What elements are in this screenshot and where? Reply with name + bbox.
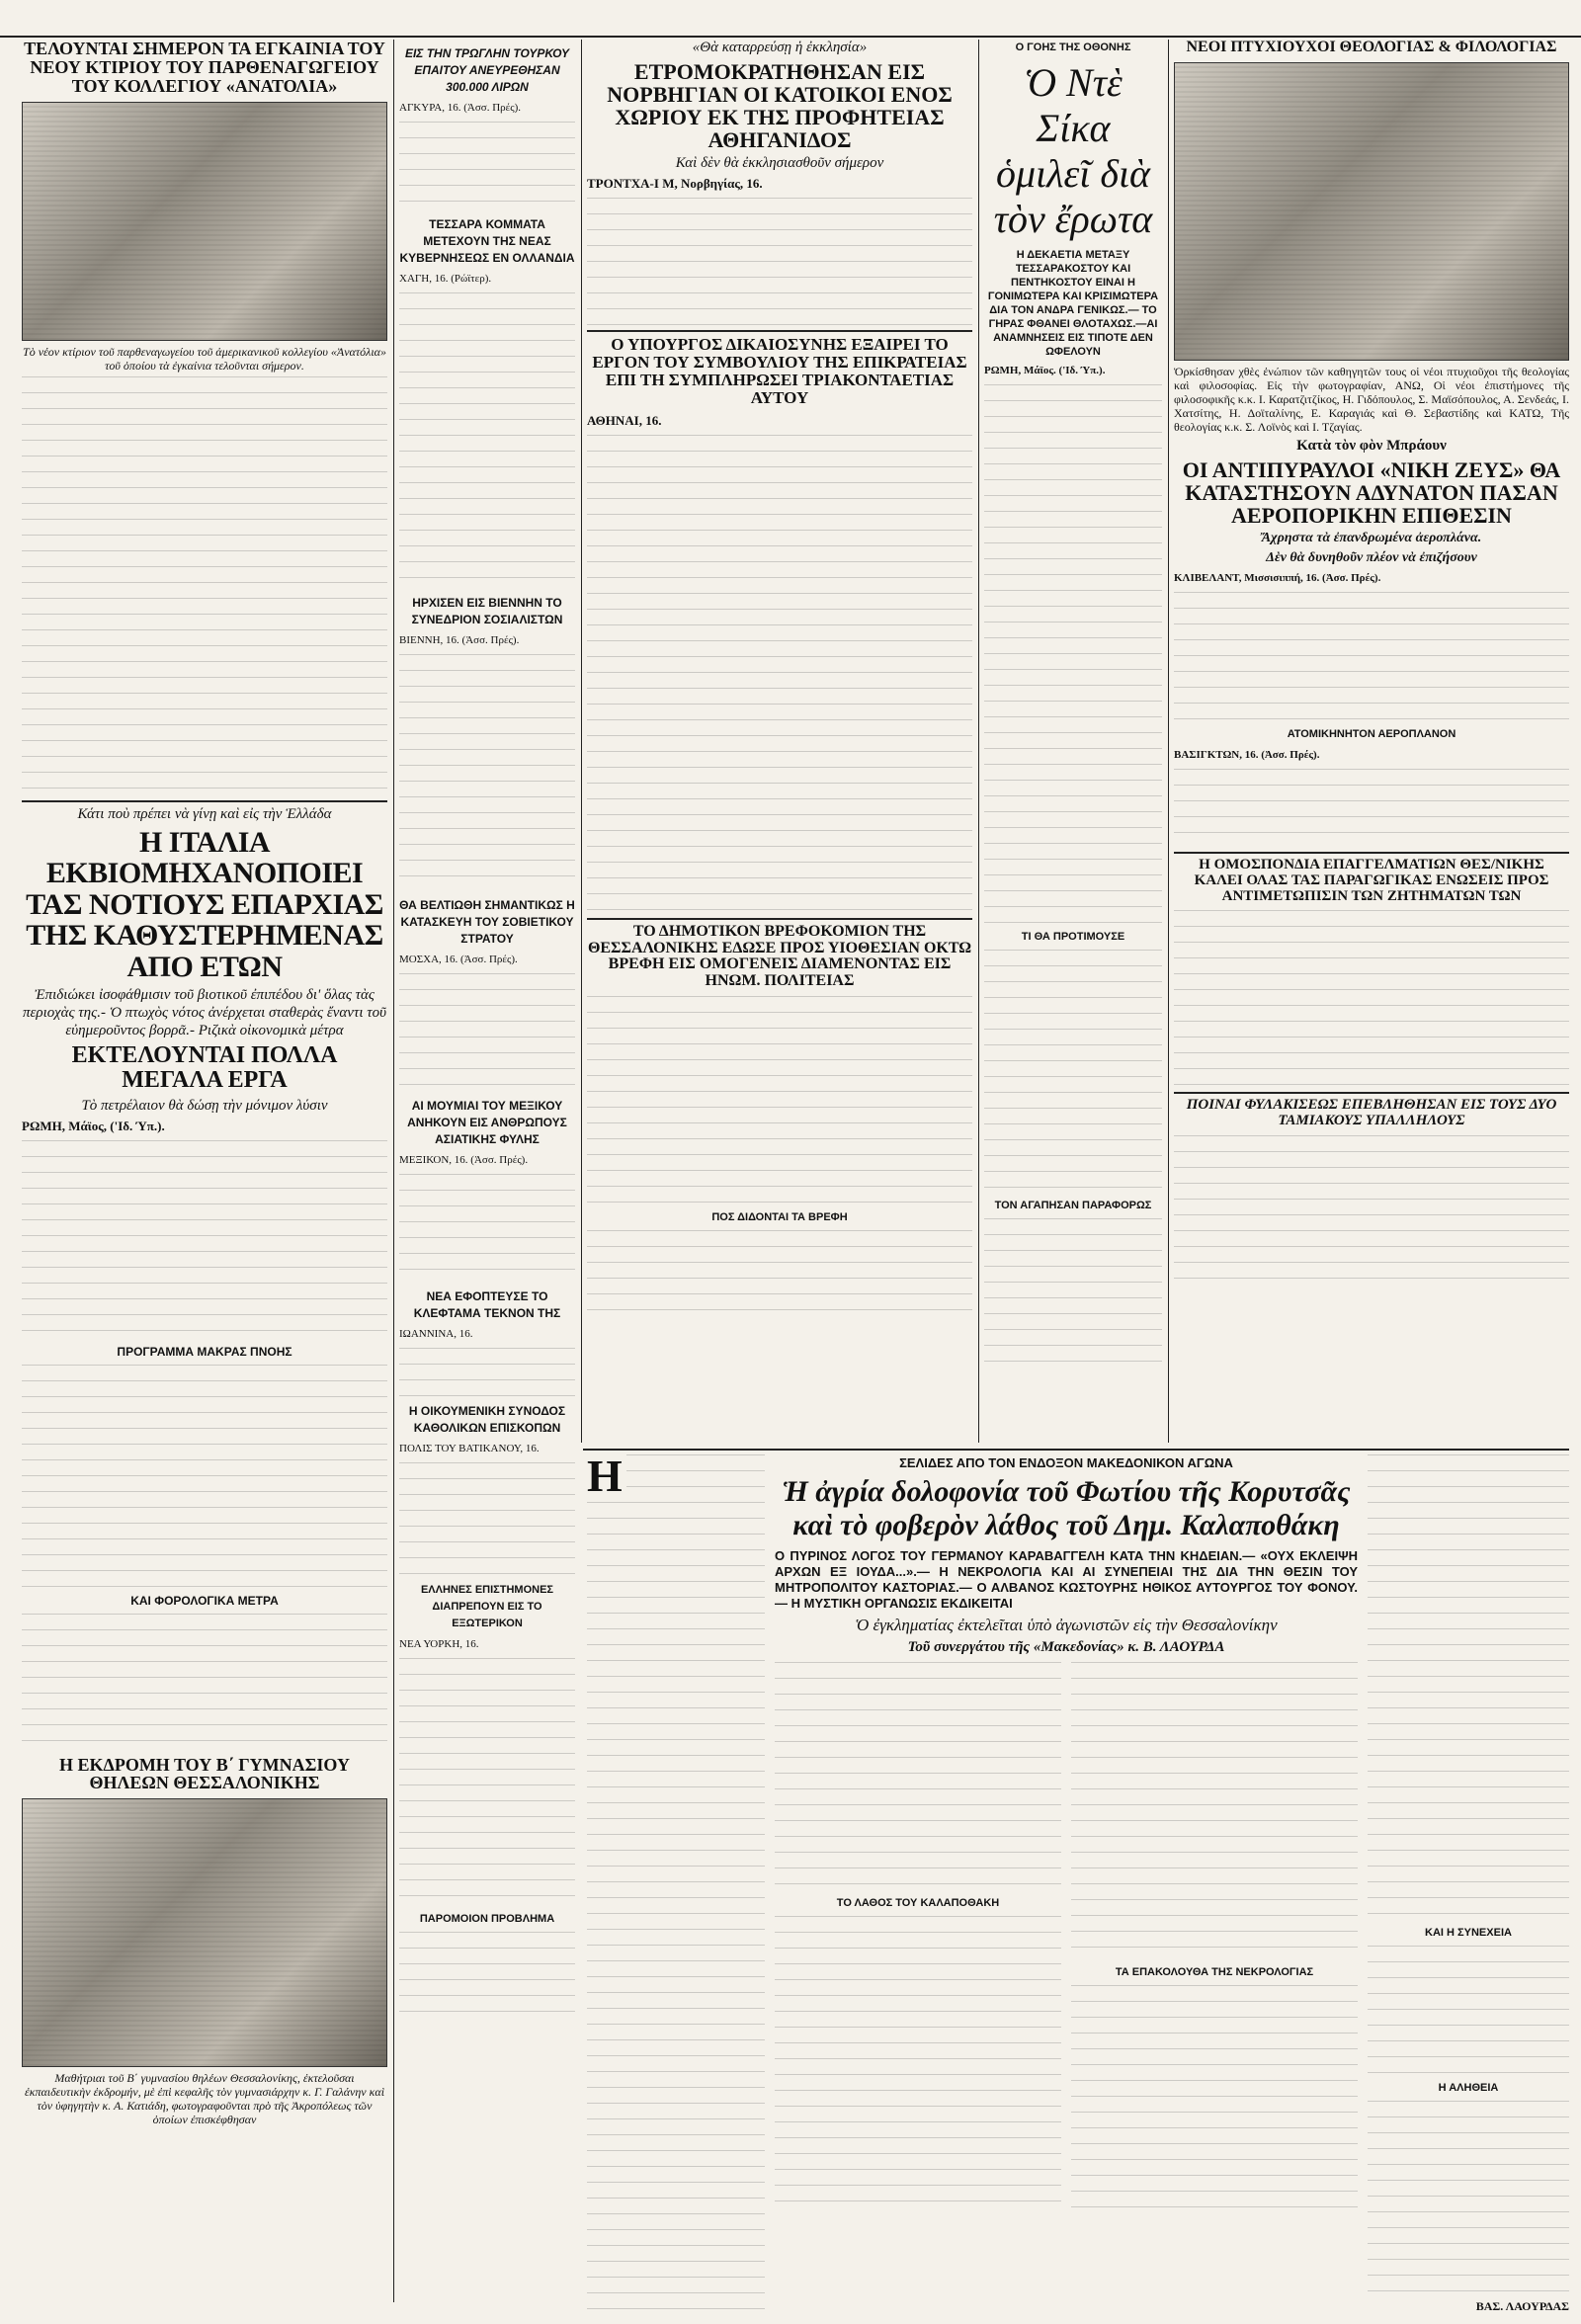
top-rule	[0, 36, 1581, 38]
stolen-child-headline: ΝΕΑ ΕΦΟΠΤΕΥΣΕ ΤΟ ΚΛΕΦΤΑΜΑ ΤΕΚΝΟΝ ΤΗΣ	[413, 1289, 561, 1320]
rome-dateline: ΡΩΜΗ, Μάϊος. ('Ιδ. Ύπ.).	[984, 365, 1106, 376]
feature-signature: ΒΑΣ. ΛΑΟΥΡΔΑΣ	[1475, 2299, 1569, 2313]
feature-left-column	[587, 1451, 765, 2320]
program-section-heading: ΠΡΟΓΡΑΜΜΑ ΜΑΚΡΑΣ ΠΝΟΗΣ	[117, 1344, 292, 1359]
orphanage-article-body-1	[587, 996, 972, 1204]
church-kicker: «Θὰ καταρρεύσῃ ἡ ἐκκλησία»	[692, 40, 868, 55]
graduates-photo-top	[1174, 62, 1569, 361]
works-subheadline: Τὸ πετρέλαιον θὰ δώσῃ τὴν μόνιμον λύσιν	[81, 1097, 328, 1114]
feature-subheadline: Ὁ ἐγκληματίας ἐκτελεῖται ὑπὸ ἀγωνιστῶν εἰς τὴν Θεσσαλονίκην	[855, 1616, 1278, 1634]
soviet-army-headline: ΘΑ ΒΕΛΤΙΩΘΗ ΣΗΜΑΝΤΙΚΩΣ Η ΚΑΤΑΣΚΕΥΗ ΤΟΥ ΣΟΒΙΕΤΙΚΟΥ ΣΤΡΑΤΟΥ	[399, 898, 575, 946]
col3-divider-2	[587, 918, 972, 920]
feature-summary: Ο ΠΥΡΙΝΟΣ ΛΟΓΟΣ ΤΟΥ ΓΕΡΜΑΝΟΥ ΚΑΡΑΒΑΓΓΕΛΗ ΚΑΤΑ ΤΗΝ ΚΗΔΕΙΑΝ.— «ΟΥΧ ΕΚΛΕΙΨΗ ΑΡΧΩΝ ΕΞ ΙΟΥΔΑ...».— Η ΝΕΚΡΟΛΟΓΙΑ ΚΑΙ ΑΙ ΣΥΝΕΠΕΙΑΙ ΤΗΣ ΔΙΑ ΤΗΝ ΘΕΣΙΝ ΤΟΥ ΜΗΤΡΟΠΟΛΙΤΟΥ ΚΑΣΤΟΡΙΑΣ.— Ο ΑΛΒΑΝΟΣ ΚΩΣΤΟΥΡΗΣ ΗΘΙΚΟΣ ΑΥΤΟΥΡΓΟΣ ΤΟΥ ΦΟΝΟΥ.— Η ΜΥΣΤΙΚΗ ΟΡΓΑΝΩΣΙΣ ΕΚΔΙΚΕΙΤΑΙ	[775, 1548, 1358, 1611]
column-divider-4	[1168, 40, 1169, 1443]
ecumenical-synod-body	[399, 1462, 575, 1576]
de-sica-subheadline: Η ΔΕΚΑΕΤΙΑ ΜΕΤΑΞΥ ΤΕΣΣΑΡΑΚΟΣΤΟΥ ΚΑΙ ΠΕΝΤΗΚΟΣΤΟΥ ΕΙΝΑΙ Η ΓΟΝΙΜΩΤΕΡΑ ΚΑΙ ΚΡΙΣΙΜΩΤΕΡΑ ΔΙΑ ΤΟΝ ΑΝΔΡΑ ΓΕΝΙΚΩΣ.— ΤΟ ΓΗΡΑΣ ΦΘΑΝΕΙ ΘΛΟΤΑΧΩΣ.—ΑΙ ΑΝΑΜΝΗΣΕΙΣ ΕΙΣ ΤΙΠΟΤΕ ΔΕΝ ΩΦΕΛΟΥΝ	[987, 249, 1159, 358]
mexico-dateline: ΜΕΞΙΚΟΝ, 16. (Ἀσσ. Πρές).	[399, 1154, 529, 1166]
greek-scientists-headline: ΕΛΛΗΝΕΣ ΕΠΙΣΤΗΜΟΝΕΣ ΔΙΑΠΡΕΠΟΥΝ ΕΙΣ ΤΟ ΕΞΩΤΕΡΙΚΟΝ	[420, 1584, 554, 1629]
washington-dateline: ΒΑΣΙΓΚΤΩΝ, 16. (Ἀσσ. Πρές).	[1174, 749, 1320, 762]
cleveland-dateline: ΚΛΙΒΕΛΑΝΤ, Μισσισιππή, 16. (Ἀσσ. Πρές).	[1174, 572, 1381, 585]
braun-kicker: Κατὰ τὸν φὸν Μπράουν	[1296, 437, 1447, 454]
norway-article-body	[587, 198, 972, 326]
col3-divider-1	[587, 330, 972, 332]
vatican-dateline: ΠΟΛΙΣ ΤΟΥ ΒΑΤΙΚΑΝΟΥ, 16.	[399, 1443, 540, 1454]
orphanage-article-body-2	[587, 1230, 972, 1324]
council-headline: Ο ΥΠΟΥΡΓΟΣ ΔΙΚΑΙΟΣΥΝΗΣ ΕΞΑΙΡΕΙ ΤΟ ΕΡΓΟΝ ΤΟΥ ΣΥΜΒΟΥΛΙΟΥ ΤΗΣ ΕΠΙΚΡΑΤΕΙΑΣ ΕΠΙ ΤΗ ΣΥΜΠΛΗΡΩΣΕΙ ΤΡΙΑΚΟΝΤΑΕΤΙΑΣ ΑΥΤΟΥ	[592, 335, 967, 407]
dutch-government-body	[399, 292, 575, 589]
feature-byline: Τοῦ συνεργάτου τῆς «Μακεδονίας» κ. Β. ΛΑΟΥΡΔΑ	[907, 1639, 1225, 1655]
nike-zeus-body-1	[1174, 592, 1569, 720]
feature-body-col-b	[1071, 1662, 1358, 2212]
athens-dateline: ΑΘΗΝΑΙ, 16.	[587, 412, 662, 428]
stolen-child-body	[399, 1348, 575, 1397]
turkish-beggar-headline: ΕΙΣ ΤΗΝ ΤΡΩΓΛΗΝ ΤΟΥΡΚΟΥ ΕΠΑΙΤΟΥ ΑΝΕΥΡΕΘΗΣΑΝ 300.000 ΛΙΡΩΝ	[404, 46, 570, 94]
column-divider-2	[581, 40, 582, 1443]
norway-headline: ΕΤΡΟΜΟΚΡΑΤΗΘΗΣΑΝ ΕΙΣ ΝΟΡΒΗΓΙΑΝ ΟΙ ΚΑΤΟΙΚΟΙ ΕΝΟΣ ΧΩΡΙΟΥ ΕΚ ΤΗΣ ΠΡΟΦΗΤΕΙΑΣ ΑΘΗΓΑΝΙΔΟΣ	[607, 59, 953, 153]
norway-subheadline: Καὶ δὲν θὰ ἐκκλησιασθοῦν σήμερον	[675, 155, 884, 172]
sentences-article-body	[1174, 1135, 1569, 1293]
preference-section-heading: ΤΙ ΘΑ ΠΡΟΤΙΜΟΥΣΕ	[1021, 931, 1125, 943]
hague-dateline: ΧΑΓΗ, 16. (Ρώϊτερ).	[399, 273, 492, 285]
atomic-plane-heading: ΑΤΟΜΙΚΗΝΗΤΟΝ ΑΕΡΟΠΛΑΝΟΝ	[1287, 728, 1456, 741]
italy-dateline: ΡΩΜΗ, Μάϊος, ('Ιδ. Ύπ.).	[22, 1118, 165, 1133]
council-article-body	[587, 435, 972, 914]
tax-section-heading: ΚΑΙ ΦΟΡΟΛΟΓΙΚΑ ΜΕΤΡΑ	[130, 1593, 279, 1608]
column-3	[587, 40, 972, 1324]
column-4	[984, 40, 1162, 1376]
feature-body-col-a	[775, 1662, 1061, 2212]
feature-banner: ΣΕΛΙΔΕΣ ΑΠΟ ΤΟΝ ΕΝΔΟΞΟΝ ΜΑΚΕΔΟΝΙΚΟΝ ΑΓΩΝΑ	[899, 1455, 1233, 1470]
federation-article-body	[1174, 910, 1569, 1088]
feature-headline: Ἡ ἀγρία δολοφονία τοῦ Φωτίου τῆς Κορυτσᾶς καὶ τὸ φοβερὸν λάθος τοῦ Δημ. Καλαποθάκη	[782, 1475, 1351, 1541]
italy-kicker: Κάτι ποὺ πρέπει νὰ γίνῃ καὶ εἰς τὴν Ἑλλάδα	[77, 805, 332, 822]
similar-problem-heading: ΠΑΡΟΜΟΙΟΝ ΠΡΟΒΛΗΜΑ	[419, 1913, 555, 1925]
orphanage-headline: ΤΟ ΔΗΜΟΤΙΚΟΝ ΒΡΕΦΟΚΟΜΙΟΝ ΤΗΣ ΘΕΣΣΑΛΟΝΙΚΗΣ ΕΔΩΣΕ ΠΡΟΣ ΥΙΟΘΕΣΙΑΝ ΟΚΤΩ ΒΡΕΦΗ ΕΙΣ ΟΜΟΓΕΝΕΙΣ ΔΙΑΜΕΝΟΝΤΑΣ ΕΙΣ ΗΝΩΜ. ΠΟΛΙΤΕΙΑΣ	[587, 922, 972, 990]
how-infants-given-heading: ΠΟΣ ΔΙΔΟΝΤΑΙ ΤΑ ΒΡΕΦΗ	[711, 1210, 848, 1223]
greek-scientists-body	[399, 1658, 575, 1905]
vienna-dateline: ΒΙΕΝΝΗ, 16. (Ἀσσ. Πρές).	[399, 634, 520, 646]
anatolia-headline: ΤΕΛΟΥΝΤΑΙ ΣΗΜΕΡΟΝ ΤΑ ΕΓΚΑΙΝΙΑ ΤΟΥ ΝΕΟΥ ΚΤΙΡΙΟΥ ΤΟΥ ΠΑΡΘΕΝΑΓΩΓΕΙΟΥ ΤΟΥ ΚΟΛΛΕΓΙΟΥ «ΑΝΑΤΟΛΙΑ»	[24, 39, 385, 96]
anatolia-photo-caption: Τὸ νέον κτίριον τοῦ παρθεναγωγείου τοῦ ἀμερικανικοῦ κολλεγίου «Ἀνατόλια» τοῦ ὁποίου τὰ ἐγκαίνια τελοῦνται σήμερον.	[23, 344, 386, 373]
ecumenical-synod-headline: Η ΟΙΚΟΥΜΕΝΙΚΗ ΣΥΝΟΔΟΣ ΚΑΘΟΛΙΚΩΝ ΕΠΙΣΚΟΠΩΝ	[408, 1404, 566, 1435]
dutch-government-headline: ΤΕΣΣΑΡΑ ΚΟΜΜΑΤΑ ΜΕΤΕΧΟΥΝ ΤΗΣ ΝΕΑΣ ΚΥΒΕΡΝΗΣΕΩΣ ΕΝ ΟΛΛΑΝΔΙΑ	[399, 217, 575, 265]
de-sica-article-body-2	[984, 950, 1162, 1192]
mexico-mummies-headline: ΑΙ ΜΟΥΜΙΑΙ ΤΟΥ ΜΕΞΙΚΟΥ ΑΝΗΚΟΥΝ ΕΙΣ ΑΝΘΡΩΠΟΥΣ ΑΣΙΑΤΙΚΗΣ ΦΥΛΗΣ	[407, 1099, 567, 1146]
italy-headline: Η ΙΤΑΛΙΑ ΕΚΒΙΟΜΗΧΑΝΟΠΟΙΕΙ ΤΑΣ ΝΟΤΙΟΥΣ ΕΠΑΡΧΙΑΣ ΤΗΣ ΚΑΘΥΣΤΕΡΗΜΕΝΑΣ ΑΠΟ ΕΤΩΝ	[26, 825, 383, 983]
italy-article-body-2	[22, 1365, 387, 1587]
feature-center-block	[775, 1454, 1358, 2320]
excursion-photo	[22, 1798, 387, 2067]
graduates-photo-caption: Ὁρκίσθησαν χθὲς ἐνώπιον τῶν καθηγητῶν τους οἱ νέοι πτυχιοῦχοι τῆς θεολογίας καὶ φιλοσοφίας. Εἰς τὴν φωτογραφίαν, ΑΝΩ, Οἱ νέοι ἐπιστήμονες τῆς φιλοσοφικῆς κ.κ. Ι. Καρατζιτζίκος, Η. Γιδόπουλος, Σ. Μαϊσόπουλος, Α. Σενδεάς, Ι. Χατσίτης, Η. Δοϊταλίνης, Ε. Καραγιάς καὶ Θ. Σεβαστίδης καὶ ΚΑΤΩ, Τῆς θεολογίας κ.κ. Σ. Λοϊνὸς καὶ Ι. Τζαγίας.	[1174, 364, 1569, 434]
col5-divider-2	[1174, 1092, 1569, 1094]
col1-divider-1	[22, 800, 387, 802]
column-1	[22, 40, 387, 2130]
feature-intro-body	[626, 1454, 765, 1498]
italy-article-body-3	[22, 1614, 387, 1752]
vienna-congress-headline: ΗΡΧΙΣΕΝ ΕΙΣ ΒΙΕΝΝΗΝ ΤΟ ΣΥΝΕΔΡΙΟΝ ΣΟΣΙΑΛΙΣΤΩΝ	[411, 596, 563, 626]
col5-divider-1	[1174, 852, 1569, 854]
feature-dropcap: Η	[587, 1451, 623, 1501]
column-2	[399, 40, 575, 2021]
obituary-consequences-heading: ΤΑ ΕΠΑΚΟΛΟΥΘΑ ΤΗΣ ΝΕΚΡΟΛΟΓΙΑΣ	[1115, 1966, 1314, 1978]
de-sica-article-body-3	[984, 1218, 1162, 1376]
similar-problem-body	[399, 1932, 575, 2021]
italy-subheadline: Ἐπιδιώκει ἰσοφάθμισιν τοῦ βιοτικοῦ ἐπιπέδου δι' ὅλας τὰς περιοχὰς της.- Ὁ πτωχὸς νότος ἀνέρχεται σταθερὰς ἔναντι τοῦ εὐημερoῦντος βορρᾶ.- Ριζικὰ οἰκονομικὰ μέτρα	[23, 987, 386, 1039]
feature-top-rule	[583, 1449, 1569, 1451]
column-divider-1	[393, 40, 394, 2302]
feature-intro-body-2	[587, 1502, 765, 2312]
feature-right-column	[1368, 1454, 1569, 2320]
sentences-headline: ΠΟΙΝΑΙ ΦΥΛΑΚΙΣΕΩΣ ΕΠΕΒΛΗΘΗΣΑΝ ΕΙΣ ΤΟΥΣ ΔΥΟ ΤΑΜΙΑΚΟΥΣ ΥΠΑΛΛΗΛΟΥΣ	[1186, 1097, 1557, 1129]
de-sica-article-body-1	[984, 384, 1162, 923]
new-york-dateline: ΝΕΑ ΥΟΡΚΗ, 16.	[399, 1638, 479, 1650]
nike-zeus-headline: ΟΙ ΑΝΤΙΠΥΡΑΥΛΟΙ «ΝΙΚΗ ΖΕΥΣ» ΘΑ ΚΑΤΑΣΤΗΣΟΥΝ ΑΔΥΝΑΤΟΝ ΠΑΣΑΝ ΑΕΡΟΠΟΡΙΚΗΝ ΕΠΙΘΕΣΙΝ	[1182, 456, 1561, 528]
turkish-beggar-body	[399, 122, 575, 210]
soviet-army-body	[399, 973, 575, 1092]
loved-section-heading: ΤΟΝ ΑΓΑΠΗΣΑΝ ΠΑΡΑΦΟΡΩΣ	[994, 1200, 1152, 1211]
ankara-dateline: ΑΓΚΥΡΑ, 16. (Ἀσσ. Πρές).	[399, 102, 522, 114]
ioannina-dateline: ΙΩΑΝΝΙΝΑ, 16.	[399, 1328, 473, 1340]
graduates-photos	[1174, 62, 1569, 361]
nike-zeus-sub-a: Ἄχρηστα τὰ ἐπανδρωμένα ἀεροπλάνα.	[1261, 531, 1482, 546]
italy-article-body-1	[22, 1140, 387, 1338]
moscow-dateline: ΜΟΣΧΑ, 16. (Ἀσσ. Πρές).	[399, 954, 518, 965]
truth-heading: Η ΑΛΗΘΕΙΑ	[1438, 2082, 1499, 2094]
trondheim-dateline: ΤΡΟΝΤΧΑ-Ι Μ, Νορβηγίας, 16.	[587, 176, 763, 192]
de-sica-headline: Ὁ Ντὲ Σίκα ὁμιλεῖ διὰ τὸν ἔρωτα	[993, 60, 1153, 241]
nike-zeus-sub-b: Δὲν θὰ δυνηθοῦν πλέον νὰ ἐπιζήσουν	[1266, 550, 1477, 566]
federation-headline: Η ΟΜΟΣΠΟΝΔΙΑ ΕΠΑΓΓΕΛΜΑΤΙΩΝ ΘΕΣ/ΝΙΚΗΣ ΚΑΛΕΙ ΟΛΑΣ ΤΑΣ ΠΑΡΑΓΩΓΙΚΑΣ ΕΝΩΣΕΙΣ ΠΡΟΣ ΑΝΤΙΜΕΤΩΠΙΣΙΝ ΤΩΝ ΖΗΤΗΜΑΤΩΝ ΤΩΝ	[1194, 857, 1549, 904]
works-headline: ΕΚΤΕΛΟΥΝΤΑΙ ΠΟΛΛΑ ΜΕΓΑΛΑ ΕΡΓΑ	[71, 1042, 338, 1094]
anatolia-building-photo	[22, 102, 387, 341]
column-5	[1174, 40, 1569, 1293]
de-sica-kicker: Ο ΓΟΗΣ ΤΗΣ ΟΘΟΝΗΣ	[1015, 42, 1131, 53]
excursion-photo-caption: Μαθήτριαι τοῦ Β΄ γυμνασίου θηλέων Θεσσαλονίκης, ἐκτελοῦσαι ἐκπαιδευτικὴν ἐκδρομήν, μὲ ἐπὶ κεφαλῆς τὸν γυμνασιάρχην κ. Γ. Γαλάνην καὶ τὸν ὑφηγητὴν κ. Α. Κατιάδη, φωτογραφοῦνται πρὸ τῆς Ἀκροπόλεως τῶν ὁποίων ἐπισκέφθησαν	[24, 2071, 385, 2127]
excursion-headline: Η ΕΚΔΡΟΜΗ ΤΟΥ Β΄ ΓΥΜΝΑΣΙΟΥ ΘΗΛΕΩΝ ΘΕΣΣΑΛΟΝΙΚΗΣ	[59, 1754, 350, 1793]
graduates-headline: ΝΕΟΙ ΠΤΥΧΙΟΥΧΟΙ ΘΕΟΛΟΓΙΑΣ & ΦΙΛΟΛΟΓΙΑΣ	[1186, 39, 1557, 55]
column-divider-3	[978, 40, 979, 1443]
kalapothakis-error-heading: ΤΟ ΛΑΘΟΣ ΤΟΥ ΚΑΛΑΠΟΘΑΚΗ	[836, 1897, 1000, 1909]
anatolia-article-body	[22, 376, 387, 796]
vienna-congress-body	[399, 654, 575, 891]
nike-zeus-body-2	[1174, 769, 1569, 848]
mexico-mummies-body	[399, 1174, 575, 1283]
feature-article	[587, 1451, 1569, 2320]
continuation-heading: ΚΑΙ Η ΣΥΝΕΧΕΙΑ	[1425, 1927, 1512, 1939]
